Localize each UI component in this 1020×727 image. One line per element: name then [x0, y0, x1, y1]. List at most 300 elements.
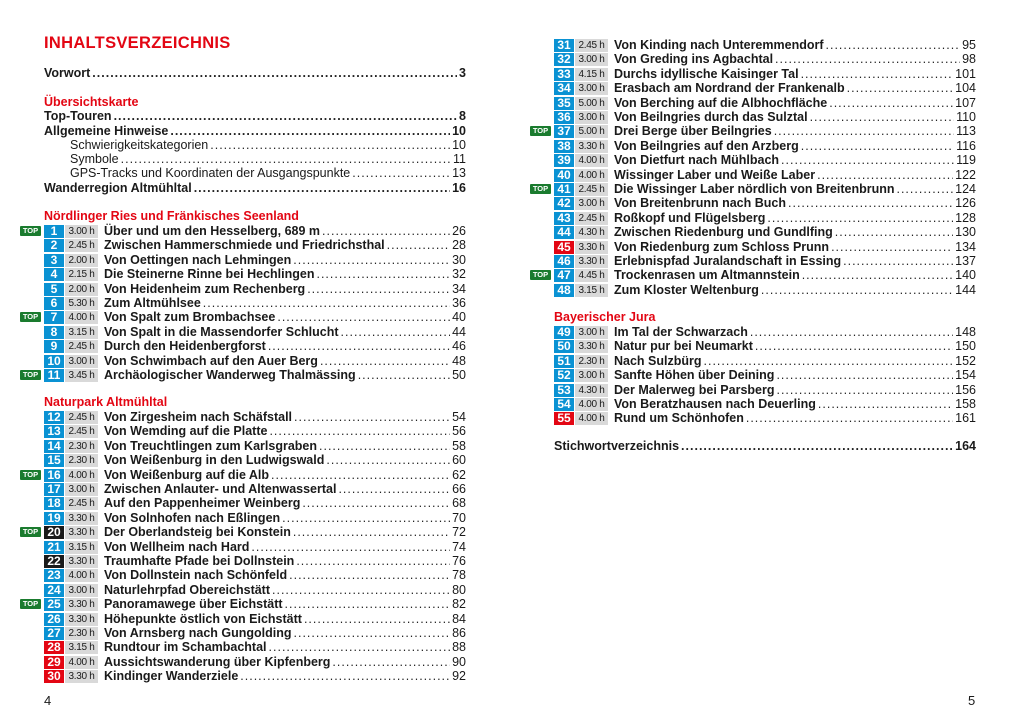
tour-entry[interactable]: [44, 368, 466, 382]
tour-number: 15: [44, 454, 64, 467]
toc-entry[interactable]: [70, 166, 466, 180]
tour-duration: 3.30 h: [65, 555, 98, 568]
section-heading: Nördlinger Ries und Fränkisches Seenland: [44, 209, 299, 223]
dot-leader: [194, 181, 450, 195]
dot-leader: [307, 282, 450, 296]
tour-entry[interactable]: [44, 640, 466, 654]
tour-entry[interactable]: [554, 411, 976, 425]
tour-duration: 2.45 h: [575, 212, 608, 225]
tour-page: 90: [452, 655, 466, 669]
tour-page: 134: [955, 240, 976, 254]
tour-page: 148: [955, 325, 976, 339]
toc-entry[interactable]: [44, 124, 466, 138]
tour-duration: 3.30 h: [65, 598, 98, 611]
tour-page: 50: [452, 368, 466, 382]
tour-entry[interactable]: [554, 153, 976, 167]
tour-number: 46: [554, 255, 574, 268]
tour-number: 10: [44, 355, 64, 368]
tour-entry[interactable]: [554, 96, 976, 110]
tour-duration: 4.30 h: [575, 384, 608, 397]
dot-leader: [326, 453, 450, 467]
tour-entry[interactable]: [554, 354, 976, 368]
tour-page: 54: [452, 410, 466, 424]
dot-leader: [282, 511, 450, 525]
tour-title: Naturlehrpfad Obereichstätt: [104, 583, 271, 597]
dot-leader: [296, 554, 450, 568]
tour-page: 152: [955, 354, 976, 368]
tour-number: 28: [44, 641, 64, 654]
toc-entry-text: Wanderregion Altmühltal: [44, 181, 192, 195]
tour-number: 26: [44, 613, 64, 626]
tour-number: 21: [44, 541, 64, 554]
dot-leader: [847, 81, 954, 95]
tour-duration: 4.00 h: [65, 311, 98, 324]
dot-leader: [843, 254, 953, 268]
toc-entry[interactable]: [44, 109, 466, 123]
dot-leader: [322, 224, 450, 238]
tour-number: 52: [554, 369, 574, 382]
toc-entry-index[interactable]: [554, 439, 976, 453]
top-tour-badge: TOP: [20, 470, 41, 480]
tour-page: 66: [452, 482, 466, 496]
tour-page: 128: [955, 211, 976, 225]
dot-leader: [755, 339, 953, 353]
tour-entry[interactable]: [44, 655, 466, 669]
dot-leader: [788, 196, 953, 210]
tour-title: Höhepunkte östlich von Eichstätt: [104, 612, 302, 626]
dot-leader: [810, 110, 955, 124]
toc-entry-page: 8: [459, 109, 466, 123]
tour-entry[interactable]: [554, 52, 976, 66]
tour-entry[interactable]: [554, 339, 976, 353]
tour-entry[interactable]: [554, 182, 976, 196]
tour-number: 32: [554, 53, 574, 66]
tour-entry[interactable]: [44, 238, 466, 252]
tour-title: Die Wissinger Laber nördlich von Breitenbrunn: [614, 182, 895, 196]
tour-page: 68: [452, 496, 466, 510]
dot-leader: [304, 612, 450, 626]
tour-entry[interactable]: [554, 225, 976, 239]
tour-page: 62: [452, 468, 466, 482]
toc-entry-text: Allgemeine Hinweise: [44, 124, 169, 138]
tour-title: Von Beilngries durch das Sulztal: [614, 110, 808, 124]
dot-leader: [750, 325, 953, 339]
tour-duration: 4.00 h: [575, 169, 608, 182]
toc-entry-page: 10: [452, 124, 466, 138]
dot-leader: [240, 669, 450, 683]
tour-number: 14: [44, 440, 64, 453]
tour-number: 49: [554, 326, 574, 339]
tour-page: 28: [452, 238, 466, 252]
tour-page: 34: [452, 282, 466, 296]
tour-entry[interactable]: [44, 583, 466, 597]
tour-title: Von Breitenbrunn nach Buch: [614, 196, 786, 210]
tour-title: Der Malerweg bei Parsberg: [614, 383, 775, 397]
dot-leader: [835, 225, 953, 239]
tour-page: 98: [962, 52, 976, 66]
tour-entry[interactable]: [44, 496, 466, 510]
tour-title: Erlebnispfad Juralandschaft in Essing: [614, 254, 842, 268]
toc-entry-page: 13: [452, 166, 466, 180]
tour-entry[interactable]: [44, 612, 466, 626]
tour-entry[interactable]: [44, 282, 466, 296]
tour-page: 126: [955, 196, 976, 210]
tour-entry[interactable]: [44, 568, 466, 582]
tour-number: 41: [554, 183, 574, 196]
tour-entry[interactable]: [554, 38, 976, 52]
tour-number: 25: [44, 598, 64, 611]
tour-duration: 5.30 h: [65, 297, 98, 310]
tour-number: 17: [44, 483, 64, 496]
tour-duration: 4.00 h: [65, 469, 98, 482]
tour-duration: 3.00 h: [65, 225, 98, 238]
tour-title: Roßkopf und Flügelsberg: [614, 211, 766, 225]
tour-title: Erasbach am Nordrand der Frankenalb: [614, 81, 845, 95]
top-tour-badge: TOP: [20, 312, 41, 322]
tour-entry[interactable]: [554, 254, 976, 268]
tour-title: Kindinger Wanderziele: [104, 669, 239, 683]
tour-entry[interactable]: [44, 540, 466, 554]
top-tour-badge: TOP: [20, 527, 41, 537]
tour-duration: 2.30 h: [65, 440, 98, 453]
tour-title: Zwischen Riedenburg und Gundlfing: [614, 225, 833, 239]
tour-title: Im Tal der Schwarzach: [614, 325, 748, 339]
tour-duration: 3.00 h: [65, 584, 98, 597]
tour-duration: 3.15 h: [65, 641, 98, 654]
tour-page: 150: [955, 339, 976, 353]
tour-page: 60: [452, 453, 466, 467]
tour-title: Von Solnhofen nach Eßlingen: [104, 511, 281, 525]
tour-number: 39: [554, 154, 574, 167]
tour-number: 44: [554, 226, 574, 239]
dot-leader: [704, 354, 954, 368]
tour-number: 35: [554, 97, 574, 110]
tour-entry[interactable]: [44, 424, 466, 438]
dot-leader: [776, 368, 953, 382]
tour-number: 38: [554, 140, 574, 153]
tour-page: 156: [955, 383, 976, 397]
tour-entry[interactable]: [554, 110, 976, 124]
top-tour-badge: TOP: [20, 370, 41, 380]
tour-page: 30: [452, 253, 466, 267]
tour-title: Sanfte Höhen über Deining: [614, 368, 775, 382]
tour-page: 78: [452, 568, 466, 582]
tour-entry[interactable]: [44, 626, 466, 640]
dot-leader: [338, 482, 450, 496]
tour-duration: 4.00 h: [65, 569, 98, 582]
tour-number: 37: [554, 125, 574, 138]
tour-entry[interactable]: [44, 525, 466, 539]
tour-number: 24: [44, 584, 64, 597]
dot-leader: [774, 124, 954, 138]
top-tour-badge: TOP: [530, 270, 551, 280]
dot-leader: [775, 52, 960, 66]
tour-page: 144: [955, 283, 976, 297]
tour-page: 104: [955, 81, 976, 95]
tour-entry[interactable]: [44, 597, 466, 611]
tour-entry[interactable]: [44, 296, 466, 310]
tour-duration: 3.30 h: [65, 670, 98, 683]
tour-duration: 3.00 h: [65, 355, 98, 368]
dot-leader: [277, 310, 450, 324]
dot-leader: [767, 211, 953, 225]
tour-entry[interactable]: [44, 224, 466, 238]
toc-entry-vorwort-text: Vorwort: [44, 66, 91, 80]
tour-number: 8: [44, 326, 64, 339]
tour-entry[interactable]: [554, 81, 976, 95]
tour-duration: 3.15 h: [65, 326, 98, 339]
tour-number: 23: [44, 569, 64, 582]
dot-leader: [170, 124, 450, 138]
tour-entry[interactable]: [44, 468, 466, 482]
tour-page: 70: [452, 511, 466, 525]
dot-leader: [831, 240, 953, 254]
dot-leader: [332, 655, 450, 669]
tour-title: Zwischen Anlauter- und Altenwassertal: [104, 482, 337, 496]
tour-entry[interactable]: [44, 439, 466, 453]
tour-page: 110: [956, 110, 976, 124]
tour-title: Von Spalt in die Massendorfer Schlucht: [104, 325, 339, 339]
toc-entry-page: 16: [452, 181, 466, 195]
tour-number: 54: [554, 398, 574, 411]
tour-entry[interactable]: [44, 354, 466, 368]
tour-page: 88: [452, 640, 466, 654]
tour-page: 137: [955, 254, 976, 268]
tour-entry[interactable]: [44, 482, 466, 496]
tour-number: 5: [44, 283, 64, 296]
toc-entry-vorwort[interactable]: [44, 66, 466, 80]
tour-entry[interactable]: [44, 511, 466, 525]
tour-entry[interactable]: [554, 211, 976, 225]
tour-title: Von Beilngries auf den Arzberg: [614, 139, 799, 153]
tour-title: Von Weißenburg auf die Alb: [104, 468, 270, 482]
tour-entry[interactable]: [554, 397, 976, 411]
top-tour-badge: TOP: [20, 599, 41, 609]
tour-entry[interactable]: [554, 168, 976, 182]
tour-title: Auf den Pappenheimer Weinberg: [104, 496, 301, 510]
tour-title: Von Wellheim nach Hard: [104, 540, 250, 554]
toc-entry-vorwort-page: 3: [459, 66, 466, 80]
tour-title: Drei Berge über Beilngries: [614, 124, 772, 138]
toc-entry-text: Schwierigkeitskategorien: [70, 138, 209, 152]
tour-page: 56: [452, 424, 466, 438]
tour-entry[interactable]: [554, 268, 976, 282]
tour-number: 53: [554, 384, 574, 397]
tour-number: 1: [44, 225, 64, 238]
dot-leader: [896, 182, 953, 196]
tour-title: Zwischen Hammerschmiede und Friedrichsthal: [104, 238, 385, 252]
tour-title: Durchs idyllische Kaisinger Tal: [614, 67, 799, 81]
toc-entry[interactable]: [70, 138, 466, 152]
tour-entry[interactable]: [554, 240, 976, 254]
tour-entry[interactable]: [554, 283, 976, 297]
tour-duration: 4.00 h: [575, 154, 608, 167]
tour-entry[interactable]: [554, 383, 976, 397]
dot-leader: [269, 424, 450, 438]
tour-title: Panoramawege über Eichstätt: [104, 597, 283, 611]
tour-entry[interactable]: [554, 368, 976, 382]
section-heading: Bayerischer Jura: [554, 310, 656, 324]
dot-leader: [801, 67, 954, 81]
tour-number: 9: [44, 340, 64, 353]
tour-duration: 3.30 h: [575, 241, 608, 254]
tour-number: 6: [44, 297, 64, 310]
tour-title: Rundtour im Schambachtal: [104, 640, 267, 654]
tour-duration: 3.00 h: [575, 369, 608, 382]
tour-number: 20: [44, 526, 64, 539]
tour-entry[interactable]: [554, 139, 976, 153]
dot-leader: [746, 411, 953, 425]
tour-duration: 3.45 h: [65, 369, 98, 382]
tour-entry[interactable]: [44, 339, 466, 353]
tour-title: Wissinger Laber und Weiße Laber: [614, 168, 816, 182]
tour-entry[interactable]: [44, 453, 466, 467]
dot-leader: [781, 153, 954, 167]
tour-title: Die Steinerne Rinne bei Hechlingen: [104, 267, 315, 281]
dot-leader: [294, 626, 451, 640]
dot-leader: [341, 325, 451, 339]
tour-duration: 2.00 h: [65, 283, 98, 296]
tour-title: Aussichtswanderung über Kipfenberg: [104, 655, 331, 669]
tour-duration: 2.30 h: [65, 627, 98, 640]
tour-page: 140: [955, 268, 976, 282]
tour-title: Von Treuchtlingen zum Karlsgraben: [104, 439, 317, 453]
tour-title: Der Oberlandsteig bei Konstein: [104, 525, 291, 539]
tour-number: 45: [554, 241, 574, 254]
tour-entry[interactable]: [554, 67, 976, 81]
tour-page: 101: [955, 67, 976, 81]
tour-title: Zum Kloster Weltenburg: [614, 283, 759, 297]
tour-title: Von Heidenheim zum Rechenberg: [104, 282, 306, 296]
dot-leader: [776, 383, 953, 397]
tour-entry[interactable]: [44, 325, 466, 339]
dot-leader: [801, 139, 954, 153]
tour-duration: 3.15 h: [575, 284, 608, 297]
dot-leader: [761, 283, 953, 297]
tour-page: 72: [452, 525, 466, 539]
tour-number: 47: [554, 269, 574, 282]
left-page-number: 4: [44, 693, 52, 708]
tour-number: 13: [44, 425, 64, 438]
tour-number: 51: [554, 355, 574, 368]
tour-number: 18: [44, 497, 64, 510]
dot-leader: [285, 597, 451, 611]
tour-number: 27: [44, 627, 64, 640]
dot-leader: [294, 410, 450, 424]
tour-duration: 2.30 h: [65, 454, 98, 467]
dot-leader: [358, 368, 450, 382]
tour-duration: 4.00 h: [65, 656, 98, 669]
tour-number: 34: [554, 82, 574, 95]
tour-number: 43: [554, 212, 574, 225]
dot-leader: [826, 38, 961, 52]
tour-entry[interactable]: [44, 310, 466, 324]
tour-number: 29: [44, 656, 64, 669]
tour-page: 116: [956, 139, 976, 153]
tour-duration: 3.30 h: [65, 512, 98, 525]
tour-title: Von Spalt zum Brombachsee: [104, 310, 276, 324]
tour-entry[interactable]: [554, 124, 976, 138]
tour-title: Von Schwimbach auf den Auer Berg: [104, 354, 318, 368]
tour-page: 158: [955, 397, 976, 411]
tour-title: Von Kinding nach Unteremmendorf: [614, 38, 824, 52]
dot-leader: [293, 525, 450, 539]
tour-page: 80: [452, 583, 466, 597]
tour-number: 30: [44, 670, 64, 683]
tour-page: 84: [452, 612, 466, 626]
tour-page: 113: [956, 124, 976, 138]
tour-title: Rund um Schönhofen: [614, 411, 744, 425]
dot-leader: [210, 138, 450, 152]
top-tour-badge: TOP: [20, 226, 41, 236]
dot-leader: [271, 468, 450, 482]
tour-number: 55: [554, 412, 574, 425]
toc-entry[interactable]: [70, 152, 466, 166]
tour-title: Archäologischer Wanderweg Thalmässing: [104, 368, 356, 382]
tour-page: 40: [452, 310, 466, 324]
dot-leader: [829, 96, 953, 110]
tour-entry[interactable]: [44, 554, 466, 568]
tour-duration: 3.00 h: [575, 82, 608, 95]
tour-number: 36: [554, 111, 574, 124]
tour-number: 12: [44, 411, 64, 424]
tour-number: 3: [44, 254, 64, 267]
toc-entry[interactable]: [44, 181, 466, 195]
tour-page: 161: [955, 411, 976, 425]
toc-entry-index-page: 164: [955, 439, 976, 453]
dot-leader: [114, 109, 457, 123]
dot-leader: [320, 354, 450, 368]
tour-title: Nach Sulzbürg: [614, 354, 702, 368]
dot-leader: [387, 238, 450, 252]
tour-entry[interactable]: [554, 325, 976, 339]
toc-entry-text: Top-Touren: [44, 109, 112, 123]
tour-title: Von Arnsberg nach Gungolding: [104, 626, 292, 640]
tour-entry[interactable]: [44, 253, 466, 267]
tour-entry[interactable]: [44, 410, 466, 424]
toc-entry-page: 10: [452, 138, 466, 152]
tour-title: Von Oettingen nach Lehmingen: [104, 253, 292, 267]
tour-title: Von Dietfurt nach Mühlbach: [614, 153, 780, 167]
tour-duration: 2.45 h: [65, 425, 98, 438]
toc-entry-index-text: Stichwortverzeichnis: [554, 439, 680, 453]
tour-duration: 4.15 h: [575, 68, 608, 81]
tour-title: Trockenrasen um Altmannstein: [614, 268, 800, 282]
top-tour-badge: TOP: [530, 184, 551, 194]
tour-page: 76: [452, 554, 466, 568]
tour-title: Zum Altmühlsee: [104, 296, 201, 310]
tour-entry[interactable]: [554, 196, 976, 210]
tour-title: Über und um den Hesselberg, 689 m: [104, 224, 321, 238]
tour-duration: 4.45 h: [575, 269, 608, 282]
tour-page: 119: [956, 153, 976, 167]
tour-title: Durch den Heidenbergforst: [104, 339, 266, 353]
tour-number: 11: [44, 369, 64, 382]
tour-number: 22: [44, 555, 64, 568]
tour-entry[interactable]: [44, 669, 466, 683]
dot-leader: [251, 540, 450, 554]
tour-title: Von Greding ins Agbachtal: [614, 52, 774, 66]
tour-number: 7: [44, 311, 64, 324]
tour-number: 50: [554, 340, 574, 353]
tour-number: 40: [554, 169, 574, 182]
tour-entry[interactable]: [44, 267, 466, 281]
tour-duration: 3.00 h: [575, 197, 608, 210]
tour-title: Natur pur bei Neumarkt: [614, 339, 753, 353]
tour-duration: 2.45 h: [65, 340, 98, 353]
tour-duration: 2.30 h: [575, 355, 608, 368]
tour-page: 58: [452, 439, 466, 453]
